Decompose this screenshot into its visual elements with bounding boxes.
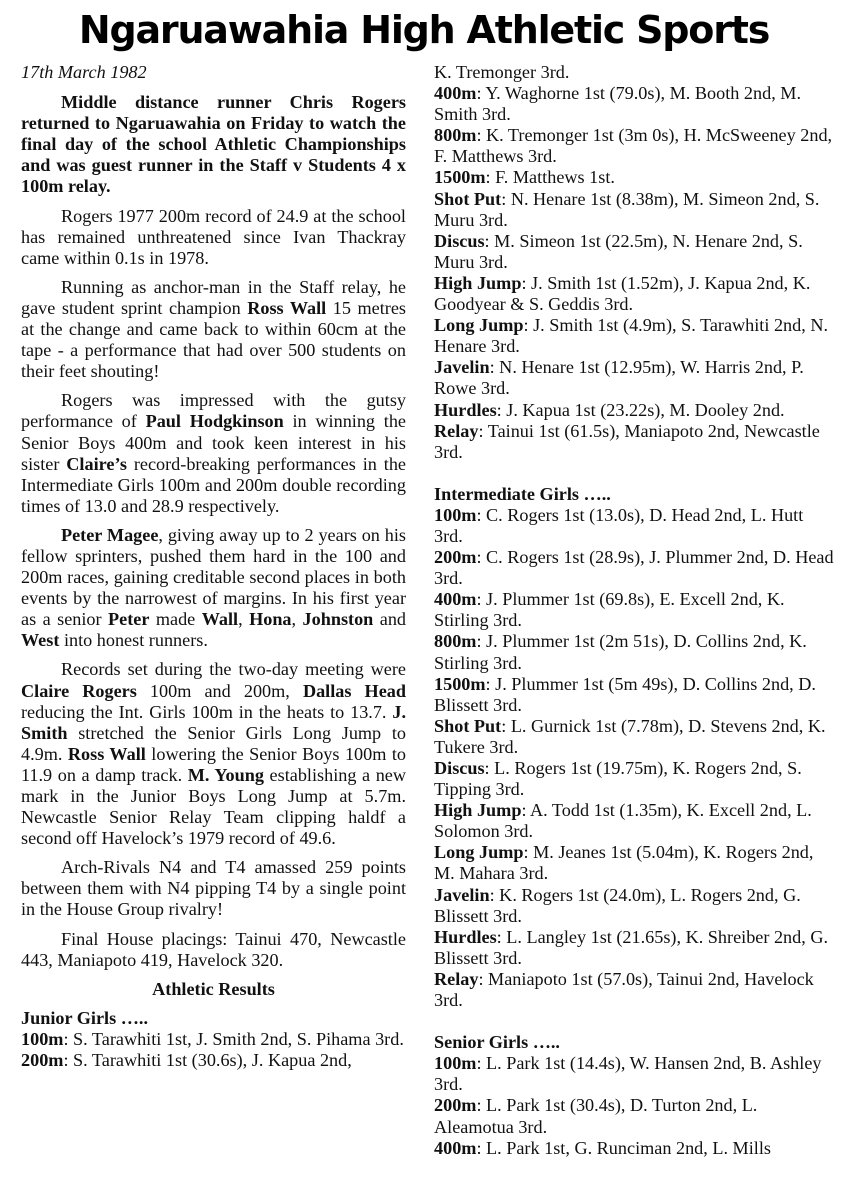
bold-name: Peter Magee <box>61 524 159 545</box>
right-column <box>434 62 834 1159</box>
event-placings: : Maniapoto 1st (57.0s), Tainui 2nd, Havelock 3rd. <box>434 968 814 1011</box>
paragraph-text: Rogers 1977 200m record of 24.9 at the school has remained unthreatened since Ivan Thackray came within 0.1s in 1978. <box>21 205 406 268</box>
result-entry <box>21 1050 406 1071</box>
paragraph-text: reducing the Int. Girls 100m in the heats to 13.7. <box>21 701 393 722</box>
event-placings: : L. Park 1st (14.4s), W. Hansen 2nd, B. Ashley 3rd. <box>434 1053 822 1095</box>
junior-girls-results-right <box>434 83 834 463</box>
intermediate-girls-heading: Intermediate Girls ….. <box>434 483 611 504</box>
event-placings: : M. Jeanes 1st (5.04m), K. Rogers 2nd, M. Mahara 3rd. <box>434 842 814 884</box>
paragraph-text: , <box>291 609 303 630</box>
event-placings: : M. Simeon 1st (22.5m), N. Henare 2nd, S. Muru 3rd. <box>434 230 803 272</box>
article-body <box>21 92 406 971</box>
event-placings: : C. Rogers 1st (13.0s), D. Head 2nd, L. Hutt 3rd. <box>434 504 804 546</box>
event-placings: : L. Rogers 1st (19.75m), K. Rogers 2nd, S. Tipping 3rd. <box>434 758 802 800</box>
result-entry <box>434 357 834 399</box>
bold-name: Johnston <box>302 609 374 630</box>
bold-name: West <box>21 630 60 651</box>
paragraph-text: stretched the Senior Girls Long Jump to 4.9m. <box>21 722 406 764</box>
event-placings: : C. Rogers 1st (28.9s), J. Plummer 2nd, D. Head 3rd. <box>434 547 834 589</box>
result-entry <box>434 885 834 927</box>
event-placings: : J. Kapua 1st (23.22s), M. Dooley 2nd. <box>496 399 785 420</box>
event-name: 200m <box>434 1095 477 1116</box>
result-entry <box>434 421 834 463</box>
paragraph-text: Arch-Rivals N4 and T4 amassed 259 points between them with N4 pipping T4 by a single point in the House Group rivalry! <box>21 857 406 920</box>
result-entry <box>434 842 834 884</box>
paragraph-text: 100m and 200m, <box>136 680 303 701</box>
event-placings: : L. Park 1st (30.4s), D. Turton 2nd, L. Aleamotua 3rd. <box>434 1095 758 1137</box>
paragraph-text: , giving away up to 2 years on his fellow sprinters, pushed them hard in the 100 and 200m races, gaining creditable second places in both events by the narrowest of margins. In his first year as a senior <box>21 524 406 630</box>
event-placings: : N. Henare 1st (12.95m), W. Harris 2nd, P. Rowe 3rd. <box>434 357 804 399</box>
article-date: 17th March 1982 <box>21 62 147 82</box>
article-paragraph <box>21 206 406 269</box>
event-name: 200m <box>21 1050 64 1071</box>
event-name: Hurdles <box>434 399 497 420</box>
result-entry <box>434 758 834 800</box>
result-entry <box>434 315 834 357</box>
event-name: 1500m <box>434 673 486 694</box>
article-paragraph <box>21 92 406 197</box>
paragraph-text: lowering the Senior Boys 100m to 11.9 on a damp track. <box>21 743 406 785</box>
result-entry <box>434 927 834 969</box>
result-entry <box>434 231 834 273</box>
paragraph-text: Running as anchor-man in the Staff relay, he gave student sprint champion <box>21 276 406 318</box>
result-entry <box>434 167 834 188</box>
event-name: Discus <box>434 230 485 251</box>
paragraph-text: 15 metres at the change and came back to within 60cm at the tape - a performance that had over 500 students on their feet shouting! <box>21 297 406 382</box>
page-title: Ngaruawahia High Athletic Sports <box>78 8 770 52</box>
paragraph-text: , <box>238 609 250 630</box>
event-name: High Jump <box>434 800 522 821</box>
result-entry <box>434 674 834 716</box>
event-placings: : A. Todd 1st (1.35m), K. Excell 2nd, L. Solomon 3rd. <box>434 800 812 842</box>
event-placings: : S. Tarawhiti 1st (30.6s), J. Kapua 2nd, <box>63 1050 352 1071</box>
paragraph-text: establishing a new mark in the Junior Boys Long Jump at 5.7m. Newcastle Senior Relay Team clipping haldf a second off Havelock’s 1979 record of 49.6. <box>21 764 407 849</box>
event-placings: : L. Park 1st, G. Runciman 2nd, L. Mills <box>476 1137 771 1158</box>
paragraph-text: Records set during the two-day meeting were <box>61 659 406 680</box>
paragraph-text: and <box>373 609 407 630</box>
bold-name: Middle distance runner Chris Rogers returned to Ngaruawahia on Friday to watch the final day of the school Athletic Championships and was guest runner in the Staff v Students 4 x 100m relay. <box>21 92 406 197</box>
result-entry <box>21 1029 406 1050</box>
event-name: Javelin <box>434 357 490 378</box>
bold-name: Claire’s <box>66 453 127 474</box>
senior-girls-heading: Senior Girls ….. <box>434 1032 560 1053</box>
result-entry <box>434 716 834 758</box>
result-entry <box>434 189 834 231</box>
event-name: Long Jump <box>434 315 524 336</box>
event-name: Relay <box>434 420 479 441</box>
article-paragraph <box>21 929 406 971</box>
event-placings: : J. Plummer 1st (2m 51s), D. Collins 2nd, K. Stirling 3rd. <box>434 631 807 673</box>
event-name: Discus <box>434 758 485 778</box>
section-spacer <box>434 463 834 484</box>
result-entry <box>434 125 834 167</box>
junior-girls-heading: Junior Girls ….. <box>21 1007 148 1028</box>
event-placings: : J. Smith 1st (1.52m), J. Kapua 2nd, K. Goodyear & S. Geddis 3rd. <box>434 272 811 315</box>
event-placings: : Y. Waghorne 1st (79.0s), M. Booth 2nd, M. Smith 3rd. <box>434 83 802 125</box>
intermediate-girls-results <box>434 505 834 1011</box>
event-placings: : N. Henare 1st (8.38m), M. Simeon 2nd, S. Muru 3rd. <box>434 188 820 230</box>
article-paragraph <box>21 390 406 517</box>
event-name: Shot Put <box>434 188 502 209</box>
event-placings: : L. Langley 1st (21.65s), K. Shreiber 2nd, G. Blissett 3rd. <box>434 926 829 968</box>
event-name: 100m <box>434 504 477 525</box>
event-placings: : F. Matthews 1st. <box>485 167 615 188</box>
paragraph-text: record-breaking performances in the Intermediate Girls 100m and 200m double recording times of 13.0 and 28.9 respectively. <box>21 453 406 516</box>
result-entry <box>434 1095 834 1137</box>
bold-name: J. Smith <box>21 701 406 743</box>
result-entry <box>434 631 834 673</box>
bold-name: Peter <box>108 609 150 630</box>
result-entry <box>434 589 834 631</box>
event-name: 400m <box>434 589 477 610</box>
bold-name: Claire Rogers <box>21 680 137 701</box>
bold-name: M. Young <box>187 764 264 785</box>
event-placings: : J. Smith 1st (4.9m), S. Tarawhiti 2nd, N. Henare 3rd. <box>434 315 829 357</box>
event-name: Long Jump <box>434 842 524 863</box>
bold-name: Ross Wall <box>247 297 327 318</box>
event-name: 1500m <box>434 167 486 188</box>
continued-result-line: K. Tremonger 3rd. <box>434 62 570 82</box>
paragraph-text: in winning the Senior Boys 400m and took keen interest in his sister <box>21 411 407 474</box>
event-name: 800m <box>434 125 477 146</box>
result-entry <box>434 83 834 125</box>
event-name: Shot Put <box>434 715 502 736</box>
senior-girls-results <box>434 1053 834 1158</box>
article-paragraph <box>21 857 406 920</box>
event-name: 200m <box>434 547 477 568</box>
event-name: 800m <box>434 631 477 652</box>
bold-name: Wall <box>201 609 239 630</box>
result-entry <box>434 1053 834 1095</box>
paragraph-text: into honest runners. <box>59 630 208 651</box>
event-placings: : L. Gurnick 1st (7.78m), D. Stevens 2nd, K. Tukere 3rd. <box>434 715 826 757</box>
result-entry <box>434 969 834 1011</box>
bold-name: Hona <box>249 609 292 630</box>
result-entry <box>434 547 834 589</box>
event-placings: : S. Tarawhiti 1st, J. Smith 2nd, S. Pihama 3rd. <box>63 1028 404 1049</box>
paragraph-text: Final House placings: Tainui 470, Newcastle 443, Maniapoto 419, Havelock 320. <box>21 928 406 970</box>
junior-girls-results-left <box>21 1029 406 1071</box>
bold-name: Dallas Head <box>302 680 406 701</box>
result-entry <box>434 400 834 421</box>
article-paragraph <box>21 525 406 652</box>
event-placings: : J. Plummer 1st (5m 49s), D. Collins 2nd, D. Blissett 3rd. <box>434 673 816 715</box>
bold-name: Paul Hodgkinson <box>145 411 284 432</box>
result-entry <box>434 505 834 547</box>
event-name: 100m <box>21 1028 64 1049</box>
event-name: High Jump <box>434 272 522 293</box>
bold-name: Ross Wall <box>67 743 146 764</box>
results-heading: Athletic Results <box>152 978 275 999</box>
result-entry <box>434 800 834 842</box>
event-name: 100m <box>434 1053 477 1074</box>
paragraph-text: made <box>149 609 202 630</box>
event-name: 400m <box>434 1137 477 1158</box>
article-paragraph <box>21 277 406 382</box>
event-name: 400m <box>434 83 477 104</box>
article-paragraph <box>21 659 406 849</box>
event-placings: : J. Plummer 1st (69.8s), E. Excell 2nd, K. Stirling 3rd. <box>434 589 785 631</box>
event-placings: : K. Rogers 1st (24.0m), L. Rogers 2nd, G. Blissett 3rd. <box>434 884 801 926</box>
section-spacer <box>434 1011 834 1032</box>
result-entry <box>434 1138 834 1159</box>
paragraph-text: Rogers was impressed with the gutsy performance of <box>21 390 406 432</box>
event-placings: : Tainui 1st (61.5s), Maniapoto 2nd, Newcastle 3rd. <box>434 420 820 462</box>
left-column <box>21 62 406 1071</box>
event-name: Relay <box>434 968 479 989</box>
event-placings: : K. Tremonger 1st (3m 0s), H. McSweeney 2nd, F. Matthews 3rd. <box>434 125 833 167</box>
event-name: Hurdles <box>434 926 497 947</box>
event-name: Javelin <box>434 884 490 905</box>
result-entry <box>434 273 834 315</box>
